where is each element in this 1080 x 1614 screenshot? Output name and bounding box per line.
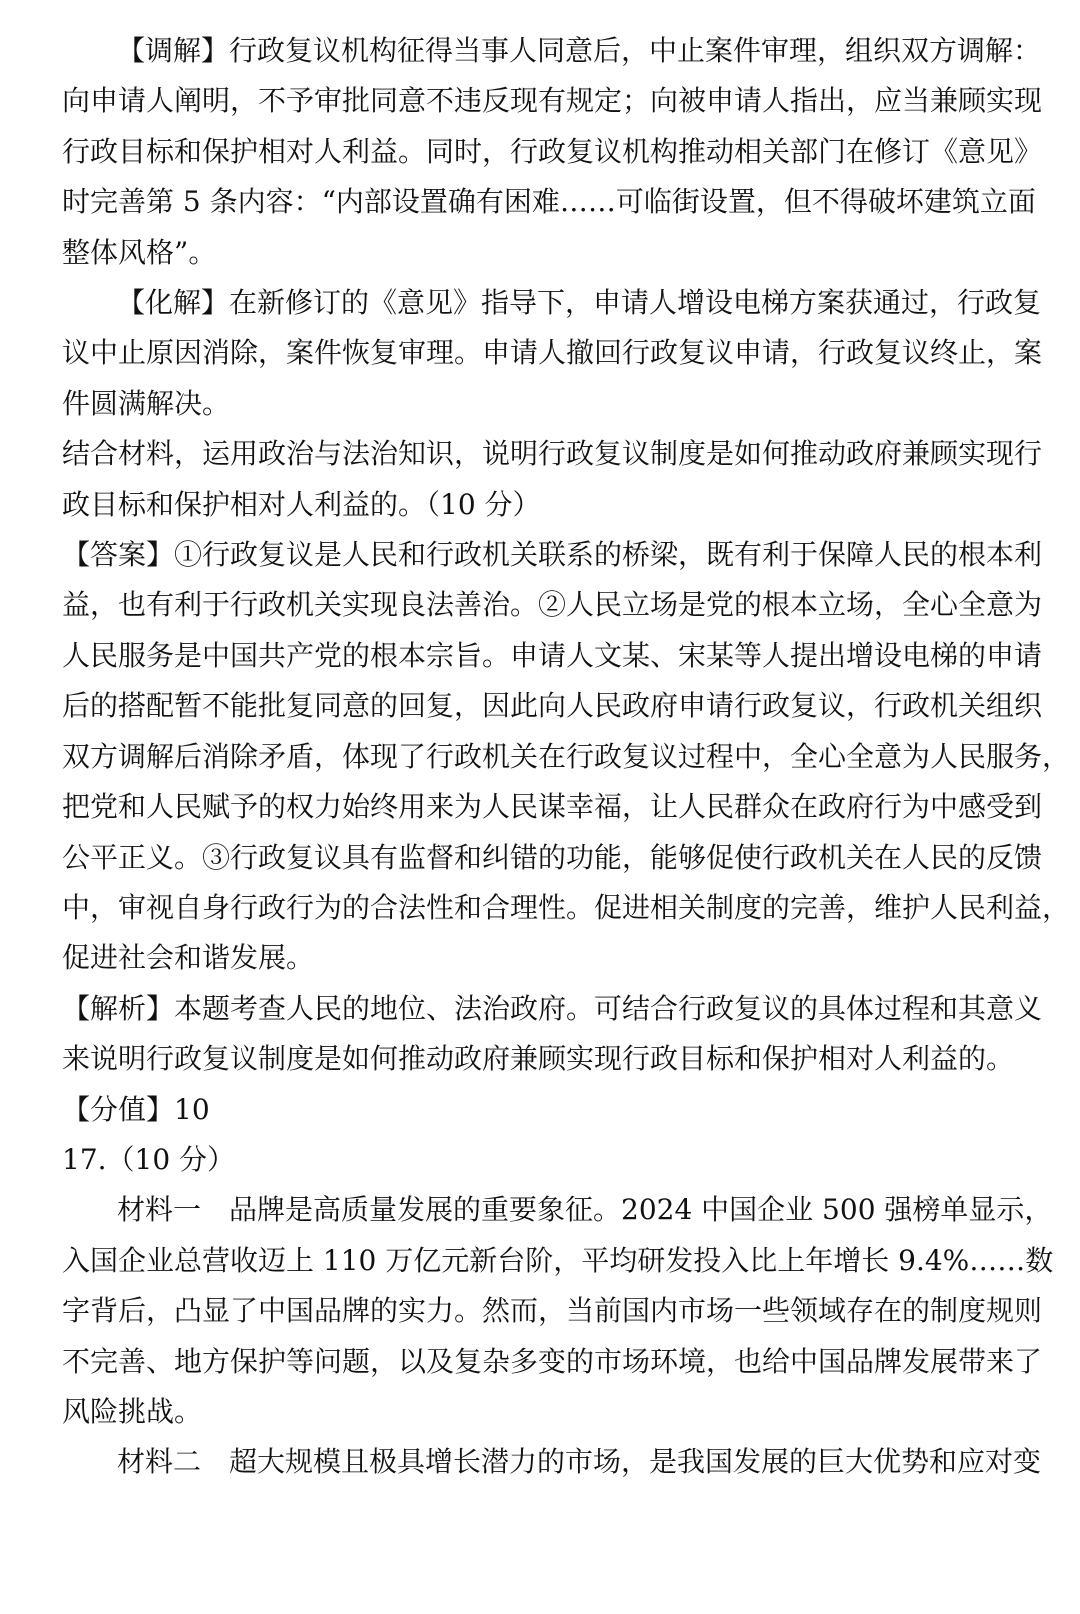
text-line: 【答案】①行政复议是人民和行政机关联系的桥梁，既有利于保障人民的根本利: [62, 538, 1043, 572]
text-line: 【化解】在新修订的《意见》指导下，申请人增设电梯方案获通过，行政复: [117, 286, 1042, 320]
text-line: 时完善第 5 条内容：“内部设置确有困难……可临街设置，但不得破坏建筑立面: [62, 185, 1036, 219]
text-line: 【解析】本题考查人民的地位、法治政府。可结合行政复议的具体过程和其意义: [62, 991, 1043, 1025]
answer-paragraph: [62, 530, 1071, 984]
text-line: 行政目标和保护相对人利益。同时，行政复议机构推动相关部门在修订《意见》: [62, 134, 1043, 168]
text-line: 议中止原因消除，案件恢复审理。申请人撤回行政复议申请，行政复议终止，案: [62, 336, 1043, 370]
question-17: [62, 1135, 1054, 1488]
text-line: 字背后，凸显了中国品牌的实力。然而，当前国内市场一些领域存在的制度规则: [62, 1294, 1043, 1328]
text-line: 材料一 品牌是高质量发展的重要象征。2024 中国企业 500 强榜单显示，: [117, 1193, 1053, 1227]
analysis-paragraph: [62, 984, 1043, 1085]
text-line: 政目标和保护相对人利益的。（10 分）: [62, 487, 541, 521]
text-line: 促进社会和谐发展。: [62, 941, 315, 975]
text-line: 后的搭配暂不能批复同意的回复，因此向人民政府申请行政复议，行政机关组织: [62, 689, 1043, 723]
score-paragraph: [62, 1085, 962, 1135]
text-line: 不完善、地方保护等问题，以及复杂多变的市场环境，也给中国品牌发展带来了: [62, 1344, 1043, 1378]
question-paragraph: [62, 429, 1043, 530]
text-line: 人民服务是中国共产党的根本宗旨。申请人文某、宋某等人提出增设电梯的申请: [62, 638, 1043, 672]
text-line: 把党和人民赋予的权力始终用来为人民谋幸福，让人民群众在政府行为中感受到: [62, 790, 1043, 824]
text-line: 整体风格”。: [62, 235, 217, 269]
text-line: 益，也有利于行政机关实现良法善治。②人民立场是党的根本立场，全心全意为: [62, 588, 1043, 622]
mediation-paragraph: [62, 26, 1043, 278]
text-line: 双方调解后消除矛盾，体现了行政机关在行政复议过程中，全心全意为人民服务，: [62, 739, 1071, 773]
text-line: 结合材料，运用政治与法治知识，说明行政复议制度是如何推动政府兼顾实现行: [62, 437, 1043, 471]
question-17-header: 17.（10 分）: [62, 1142, 236, 1176]
document-page: [62, 26, 1071, 1488]
text-line: 中，审视自身行政行为的合法性和合理性。促进相关制度的完善，维护人民利益，: [62, 890, 1071, 924]
text-line: 材料二 超大规模且极具增长潜力的市场，是我国发展的巨大优势和应对变: [117, 1445, 1042, 1479]
material-two: [62, 1437, 1042, 1487]
text-line: 件圆满解决。: [62, 386, 231, 420]
text-line: 【调解】行政复议机构征得当事人同意后，中止案件审理，组织双方调解：: [117, 34, 1042, 67]
text-line: 来说明行政复议制度是如何推动政府兼顾实现行政目标和保护相对人利益的。: [62, 1042, 1015, 1076]
text-line: 【分值】10: [62, 1092, 210, 1126]
resolution-paragraph: [62, 278, 1043, 429]
material-one: [62, 1185, 1054, 1437]
text-line: 向申请人阐明，不予审批同意不违反现有规定；向被申请人指出，应当兼顾实现: [62, 84, 1043, 118]
text-line: 公平正义。③行政复议具有监督和纠错的功能，能够促使行政机关在人民的反馈: [62, 840, 1043, 874]
text-line: 风险挑战。: [62, 1394, 203, 1428]
text-line: 入国企业总营收迈上 110 万亿元新台阶，平均研发投入比上年增长 9.4%……数: [62, 1243, 1054, 1277]
